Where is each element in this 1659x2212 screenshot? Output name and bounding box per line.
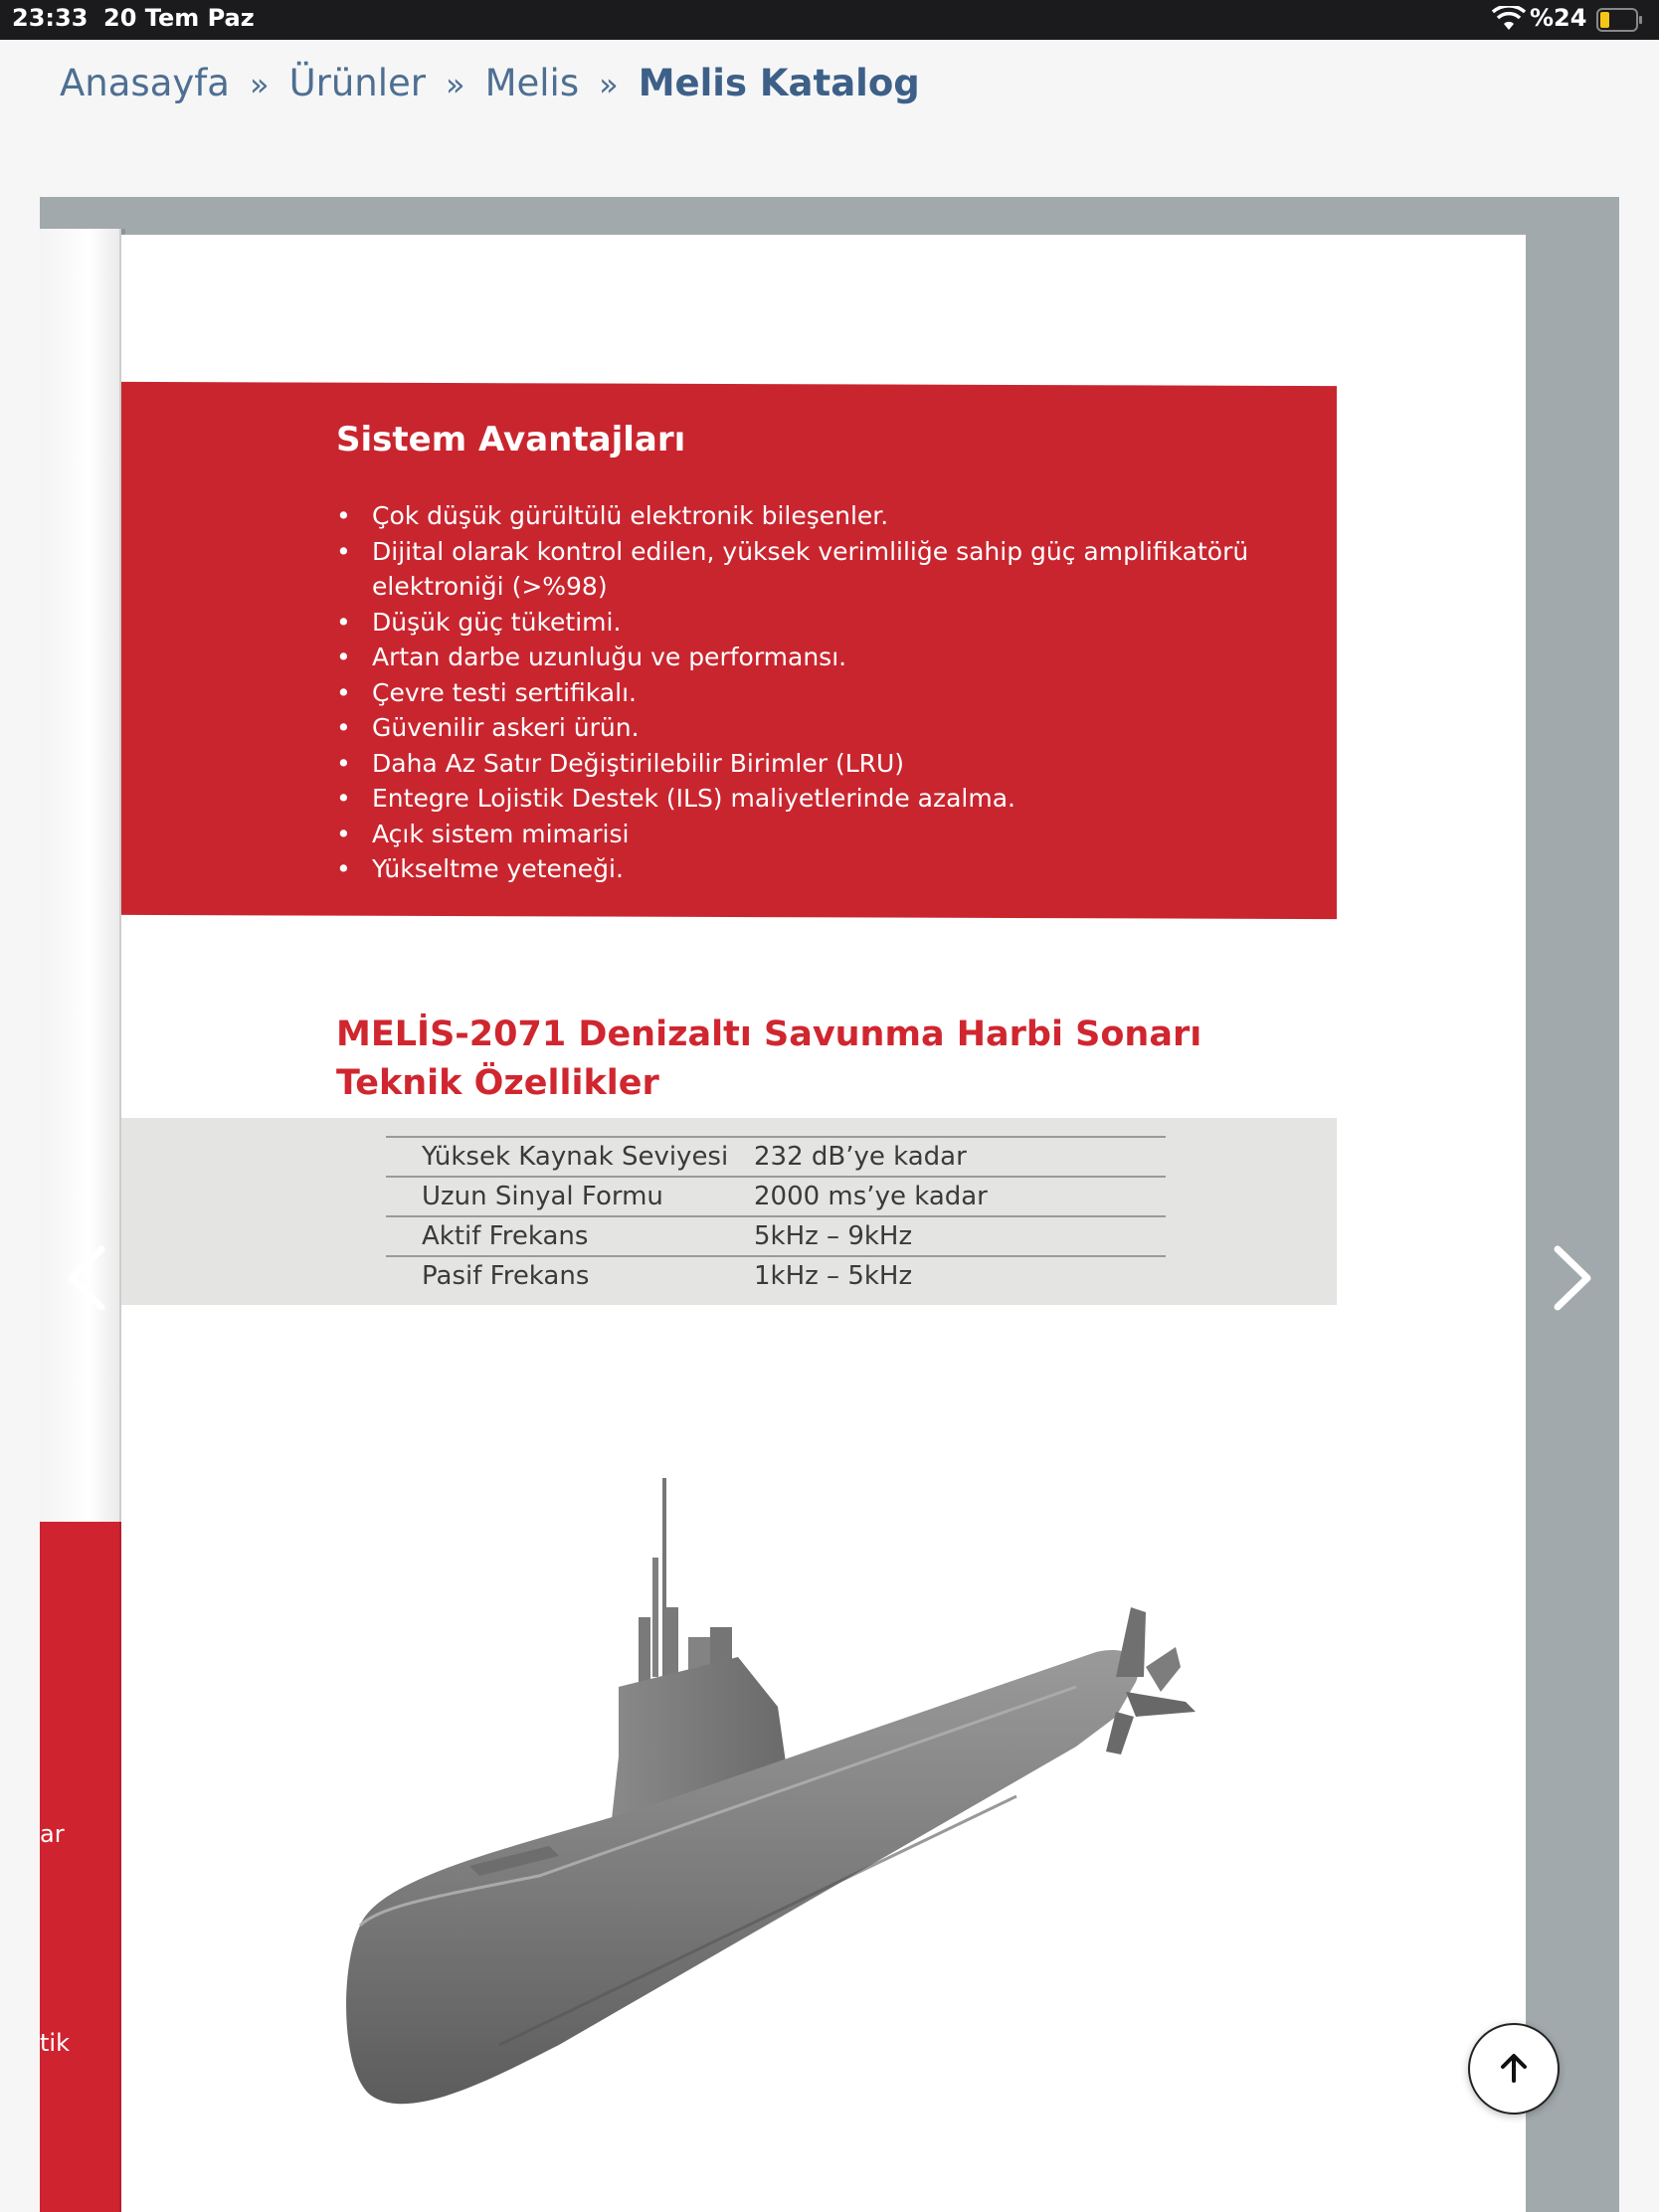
- list-item: • Artan darbe uzunluğu ve performansı.: [336, 640, 1291, 675]
- table-row: [386, 1177, 1166, 1216]
- submarine-illustration: [320, 1478, 1365, 2194]
- catalog-viewer[interactable]: [40, 197, 1619, 2212]
- chevron-left-icon[interactable]: [62, 1243, 111, 1313]
- breadcrumb-home-link[interactable]: Anasayfa: [60, 62, 230, 104]
- breadcrumb-products-link[interactable]: Ürünler: [288, 62, 427, 104]
- breadcrumb-separator: »: [446, 66, 465, 103]
- spec-label: Yüksek Kaynak Seviyesi: [386, 1137, 754, 1177]
- spec-label: Uzun Sinyal Formu: [386, 1177, 754, 1216]
- specs-title-line: Teknik Özellikler: [336, 1063, 659, 1103]
- breadcrumb-current: Melis Katalog: [638, 62, 920, 104]
- list-item: • Daha Az Satır Değiştirilebilir Birimler (LRU): [336, 746, 1291, 782]
- table-row: [386, 1137, 1166, 1177]
- list-item: • Çevre testi sertifikalı.: [336, 675, 1291, 711]
- previous-page-fragment: tik: [40, 2029, 70, 2057]
- previous-page-red-panel: [40, 1522, 121, 2212]
- table-row: [386, 1216, 1166, 1256]
- breadcrumb-separator: »: [599, 66, 619, 103]
- status-date: 20 Tem Paz: [103, 4, 255, 32]
- spec-value: 2000 ms’ye kadar: [754, 1177, 1166, 1216]
- list-item: • Güvenilir askeri ürün.: [336, 710, 1291, 746]
- catalog-page: [121, 235, 1526, 2212]
- list-item: • Yükseltme yeteneği.: [336, 851, 1291, 887]
- advantages-list: [336, 498, 1291, 887]
- status-time: 23:33: [12, 4, 89, 32]
- battery-percent: %24: [1530, 4, 1587, 32]
- spec-label: Pasif Frekans: [386, 1256, 754, 1295]
- list-item: • Dijital olarak kontrol edilen, yüksek verimliliğe sahip güç amplifikatörü elektroniği (>%98): [336, 534, 1291, 605]
- spec-value: 1kHz – 5kHz: [754, 1256, 1166, 1295]
- spec-value: 5kHz – 9kHz: [754, 1216, 1166, 1256]
- scroll-to-top-button[interactable]: [1468, 2023, 1560, 2115]
- chevron-right-icon[interactable]: [1548, 1243, 1597, 1313]
- specs-title-line: MELİS-2071 Denizaltı Savunma Harbi Sonarı: [336, 1014, 1202, 1054]
- arrow-up-icon: [1494, 2049, 1534, 2089]
- list-item: • Açık sistem mimarisi: [336, 817, 1291, 852]
- table-row: [386, 1256, 1166, 1295]
- list-item: • Entegre Lojistik Destek (ILS) maliyetlerinde azalma.: [336, 781, 1291, 817]
- breadcrumb-separator: »: [249, 66, 270, 103]
- previous-page-fragment: ar: [40, 1820, 65, 1848]
- list-item: • Çok düşük gürültülü elektronik bileşenler.: [336, 498, 1291, 534]
- wifi-icon: [1492, 6, 1526, 32]
- breadcrumb: [60, 62, 920, 104]
- status-bar: [0, 0, 1659, 40]
- battery-icon: [1596, 8, 1644, 32]
- previous-page-edge: [40, 229, 121, 2212]
- specs-title: [336, 1011, 1231, 1108]
- spec-value: 232 dB’ye kadar: [754, 1137, 1166, 1177]
- spec-label: Aktif Frekans: [386, 1216, 754, 1256]
- specs-table: [386, 1136, 1166, 1295]
- list-item: • Düşük güç tüketimi.: [336, 605, 1291, 641]
- breadcrumb-melis-link[interactable]: Melis: [484, 62, 580, 104]
- advantages-title: Sistem Avantajları: [336, 420, 686, 460]
